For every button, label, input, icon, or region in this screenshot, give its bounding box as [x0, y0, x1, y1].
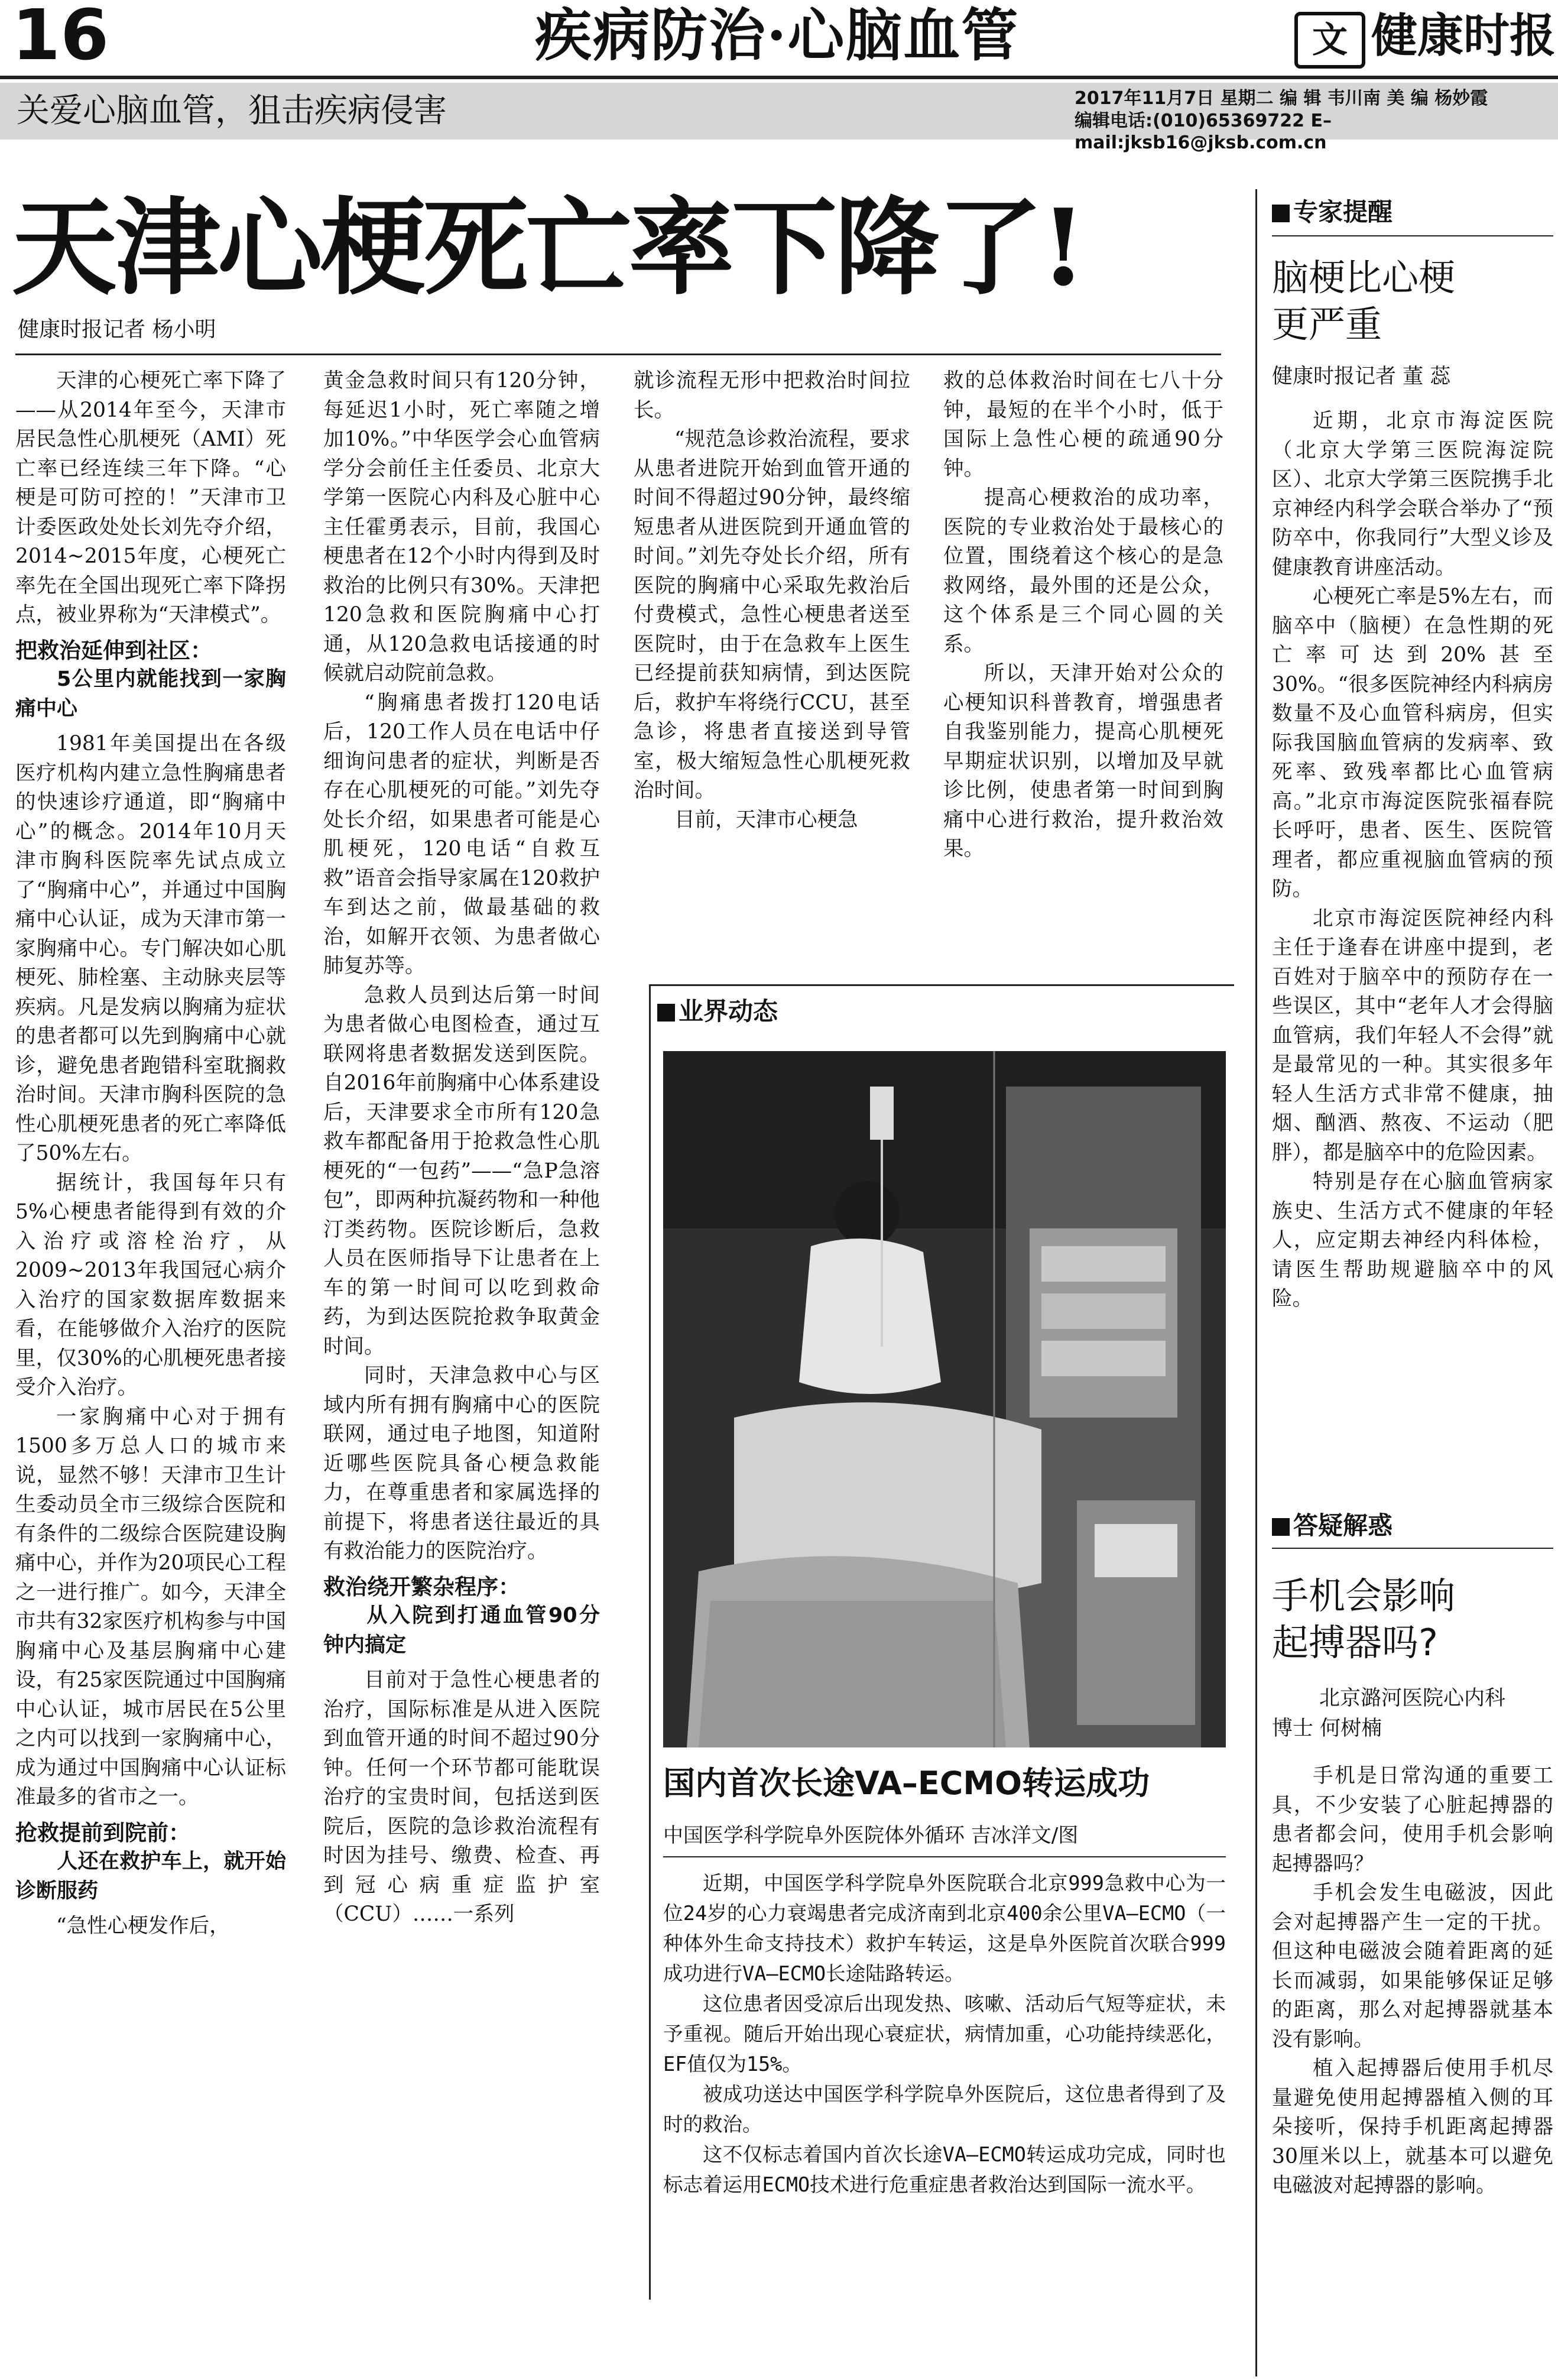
paragraph: 植入起搏器后使用手机尽量避免使用起搏器植入侧的耳朵接听，保持手机距离起搏器30厘米以上，就基本可以避免电磁波对起搏器的影响。 — [1272, 2057, 1553, 2197]
page-number: 16 — [12, 0, 109, 76]
byline: 健康时报记者 杨小明 — [18, 317, 216, 342]
paragraph: 1981年美国提出在各级医疗机构内建立急性胸痛患者的快速诊疗通道，即“胸痛中心”的概念。2014年10月天津市胸科医院率先试点成立了“胸痛中心”，并通过中国胸痛中心认证，成为天津市第一家胸痛中心。专门解决如心肌梗死、肺栓塞、主动脉夹层等疾病。凡是发病以胸痛为症状的患者都可以先到胸痛中心就诊，避免患者跑错科室耽搁救治时间。天津市胸科医院的急性心肌梗死患者的死亡率降低了50%左右。 — [15, 732, 286, 1165]
paragraph: 这位患者因受凉后出现发热、咳嗽、活动后气短等症状，未予重视。随后开始出现心衰症状，病情加重，心功能持续恶化，EF值仅为15%。 — [663, 1992, 1226, 2076]
expert-title-line1: 脑梗比心梗 — [1272, 256, 1456, 299]
news-credit-rule — [663, 1856, 1226, 1857]
article-column-1 — [15, 367, 286, 1941]
news-section-label: 业界动态 — [657, 999, 778, 1024]
paragraph: 提高心梗救治的成功率，医院的专业救治处于最核心的位置，围绕着这个核心的是急救网络，最外围的还是公众，这个体系是三个同心圆的关系。 — [943, 486, 1223, 656]
qa-title — [1272, 1572, 1455, 1666]
header-rule — [0, 76, 1558, 79]
sidebar-divider — [1255, 189, 1257, 2376]
headline: 天津心梗死亡率下降了! — [12, 186, 1085, 309]
editor-contact: 编辑电话:(010)65369722 E–mail:jksb16@jksb.com.cn — [1075, 110, 1332, 153]
qa-label-rule — [1272, 1548, 1553, 1549]
article-column-3 — [634, 367, 910, 835]
article-column-4 — [943, 367, 1223, 864]
section-title: 疾病防治·心脑血管 — [535, 2, 1020, 69]
paragraph: 救的总体救治时间在七八十分钟，最短的在半个小时，低于国际上急性心梗的疏通90分钟。 — [943, 369, 1223, 481]
expert-title-line2: 更严重 — [1272, 303, 1382, 346]
masthead-logo-icon: 文 — [1294, 12, 1365, 69]
square-bullet-icon — [1272, 1518, 1290, 1536]
slogan: 关爱心脑血管，狙击疾病侵害 — [17, 92, 447, 130]
qa-byline — [1272, 1684, 1553, 1744]
expert-section-label: 专家提醒 — [1272, 200, 1393, 225]
ecmo-ambulance-photo — [663, 1051, 1226, 1747]
subheading-detail: 5公里内就能找到一家胸痛中心 — [15, 667, 286, 721]
paragraph: 手机会发生电磁波，因此会对起搏器产生一定的干扰。但这种电磁波会随着距离的延长而减弱，如果能够保证足够的距离，那么对起搏器就基本没有影响。 — [1272, 1881, 1553, 2051]
news-box-left-rule — [649, 984, 651, 2300]
dateline — [1075, 87, 1558, 154]
paragraph: 北京市海淀医院神经内科主任于逢春在讲座中提到，老百姓对于脑卒中的预防存在一些误区，其中“老年人才会得脑血管病，我们年轻人不会得”就是最常见的一种。其实很多年轻人生活方式非常不健康，抽烟、酗酒、熬夜、不运动（肥胖），都是脑卒中的危险因素。 — [1272, 906, 1553, 1165]
byline-rule — [15, 354, 1221, 355]
paragraph: 同时，天津急救中心与区域内所有拥有胸痛中心的医院联网，通过电子地图，知道附近哪些医院具备心梗急救能力，在尊重患者和家属选择的前提下，将患者送往最近的具有救治能力的医院治疗。 — [323, 1364, 600, 1563]
news-title: 国内首次长途VA–ECMO转运成功 — [663, 1765, 1150, 1802]
subheading: 把救治延伸到社区： — [15, 637, 212, 663]
square-bullet-icon — [1272, 205, 1290, 222]
photo-illustration — [663, 1051, 1226, 1747]
qa-byline-line1: 北京潞河医院心内科 — [1319, 1687, 1506, 1710]
paragraph: 近期，中国医学科学院阜外医院联合北京999急救中心为一位24岁的心力衰竭患者完成济南到北京400余公里VA–ECMO（一种体外生命支持技术）救护车转运，这是阜外医院首次联合999成功进行VA–ECMO长途陆路转运。 — [663, 1872, 1226, 1985]
qa-byline-line2: 博士 何树楠 — [1272, 1716, 1382, 1740]
paragraph: “规范急诊救治流程，要求从患者进院开始到血管开通的时间不得超过90分钟，最终缩短患者从进医院到开通血管的时间。”刘先夺处长介绍，所有医院的胸痛中心采取先救治后付费模式，急性心梗患者送至医院时，由于在急救车上医生已经提前获知病情，到达医院后，救护车将绕行CCU，甚至急诊，将患者直接送到导管室，极大缩短急性心肌梗死救治时间。 — [634, 427, 910, 802]
subheading-detail: 从入院到打通血管90分钟内搞定 — [323, 1604, 600, 1657]
date-editors: 2017年11月7日 星期二 编 辑 韦川南 美 编 杨妙霞 — [1075, 88, 1488, 109]
subheading: 救治绕开繁杂程序： — [323, 1574, 520, 1600]
paragraph: 近期，北京市海淀医院（北京大学第三医院海淀院区）、北京大学第三医院携手北京神经内科学会联合举办了“预防卒中，你我同行”大型义诊及健康教育讲座活动。 — [1272, 409, 1553, 579]
paragraph: 急救人员到达后第一时间为患者做心电图检查，通过互联网将患者数据发送到医院。自2016年前胸痛中心体系建设后，天津要求全市所有120急救车都配备用于抢救急性心肌梗死的“一包药”——“急P急溶包”，即两种抗凝药物和一种他汀类药物。医院诊断后，急救人员在医师指导下让患者在上车的第一时间可以吃到救命药，为到达医院抢救争取黄金时间。 — [323, 983, 600, 1358]
expert-title — [1272, 254, 1455, 348]
paragraph: 目前对于急性心梗患者的治疗，国际标准是从进入医院到血管开通的时间不超过90分钟。任何一个环节都可能耽误治疗的宝贵时间，包括送到医院后，医院的急诊救治流程有时因为挂号、缴费、检查、再到冠心病重症监护室（CCU）……一系列 — [323, 1668, 600, 1926]
paragraph: 心梗死亡率是5%左右，而脑卒中（脑梗）在急性期的死亡率可达到20%甚至30%。“很多医院神经内科病房数量不及心血管科病房，但实际我国脑血管病的发病率、致死率、致残率都比心血管病高。”北京市海淀医院张福春院长呼吁，患者、医生、医院管理者，都应重视脑血管病的预防。 — [1272, 585, 1553, 901]
expert-label-rule — [1272, 235, 1553, 236]
paragraph: “胸痛患者拨打120电话后，120工作人员在电话中仔细询问患者的症状，判断是否存在心肌梗死的可能。”刘先夺处长介绍，如果患者可能是心肌梗死，120电话“自救互救”语音会指导家属在120救护车到达之前，做最基础的救治，如解开衣领、为患者做心肺复苏等。 — [323, 690, 600, 978]
paragraph: 天津的心梗死亡率下降了——从2014年至今，天津市居民急性心肌梗死（AMI）死亡率已经连续三年下降。“心梗是可防可控的！”天津市卫计委医政处处长刘先夺介绍，2014~2015年度，心梗死亡率先在全国出现死亡率下降拐点，被业界称为“天津模式”。 — [15, 369, 286, 627]
news-credit: 中国医学科学院阜外医院体外循环 吉冰洋文/图 — [663, 1824, 1079, 1847]
news-body — [663, 1868, 1226, 2200]
news-box-top-rule — [649, 984, 1234, 986]
qa-body — [1272, 1762, 1553, 2201]
expert-body — [1272, 407, 1553, 1314]
expert-byline: 健康时报记者 董 蕊 — [1272, 365, 1451, 388]
paragraph: 一家胸痛中心对于拥有1500多万总人口的城市来说，显然不够！天津市卫生计生委动员全市三级综合医院和有条件的二级综合医院建设胸痛中心，并作为20项民心工程之一进行推广。如今，天津全市共有32家医疗机构参与中国胸痛中心及基层胸痛中心建设，有25家医院通过中国胸痛中心认证，城市居民在5公里之内可以找到一家胸痛中心，成为通过中国胸痛中心认证标准最多的省市之一。 — [15, 1405, 286, 1809]
subheading-detail: 人还在救护车上，就开始诊断服药 — [15, 1850, 286, 1903]
square-bullet-icon — [657, 1004, 675, 1022]
paragraph: 目前，天津市心梗急 — [674, 808, 858, 832]
article-column-2 — [323, 367, 600, 1930]
qa-title-line2: 起搏器吗? — [1272, 1621, 1438, 1665]
paragraph: 手机是日常沟通的重要工具，不少安装了心脏起搏器的患者都会问，使用手机会影响起搏器吗？ — [1272, 1764, 1553, 1876]
paragraph: “急性心梗发作后， — [56, 1914, 230, 1938]
paragraph: 就诊流程无形中把救治时间拉长。 — [634, 369, 910, 422]
masthead-name: 健康时报 — [1371, 9, 1556, 63]
paragraph: 据统计，我国每年只有5%心梗患者能得到有效的介入治疗或溶栓治疗，从2009~2013年我国冠心病介入治疗的国家数据库数据来看，在能够做介入治疗的医院里，仅30%的心肌梗死患者接受介入治疗。 — [15, 1170, 286, 1399]
paragraph: 特别是存在心脑血管病家族史、生活方式不健康的年轻人，应定期去神经内科体检，请医生帮助规避脑卒中的风险。 — [1272, 1170, 1553, 1311]
qa-section-label: 答疑解惑 — [1272, 1513, 1393, 1538]
subheading: 抢救提前到院前： — [15, 1820, 190, 1846]
paragraph: 黄金急救时间只有120分钟，每延迟1小时，死亡率随之增加10%。”中华医学会心血管病学分会前任主任委员、北京大学第一医院心内科及心脏中心主任霍勇表示，目前，我国心梗患者在12个小时内得到及时救治的比例只有30%。天津把120急救和医院胸痛中心打通，从120急救电话接通的时候就启动院前急救。 — [323, 369, 600, 685]
paragraph: 所以，天津开始对公众的心梗知识科普教育，增强患者自我鉴别能力，提高心肌梗死早期症状识别，以增加及早就诊比例，使患者第一时间到胸痛中心进行救治，提升救治效果。 — [943, 662, 1223, 861]
paragraph: 被成功送达中国医学科学院阜外医院后，这位患者得到了及时的救治。 — [663, 2083, 1226, 2136]
qa-title-line1: 手机会影响 — [1272, 1574, 1456, 1617]
paragraph: 这不仅标志着国内首次长途VA–ECMO转运成功完成，同时也标志着运用ECMO技术进行危重症患者救治达到国际一流水平。 — [663, 2143, 1226, 2196]
